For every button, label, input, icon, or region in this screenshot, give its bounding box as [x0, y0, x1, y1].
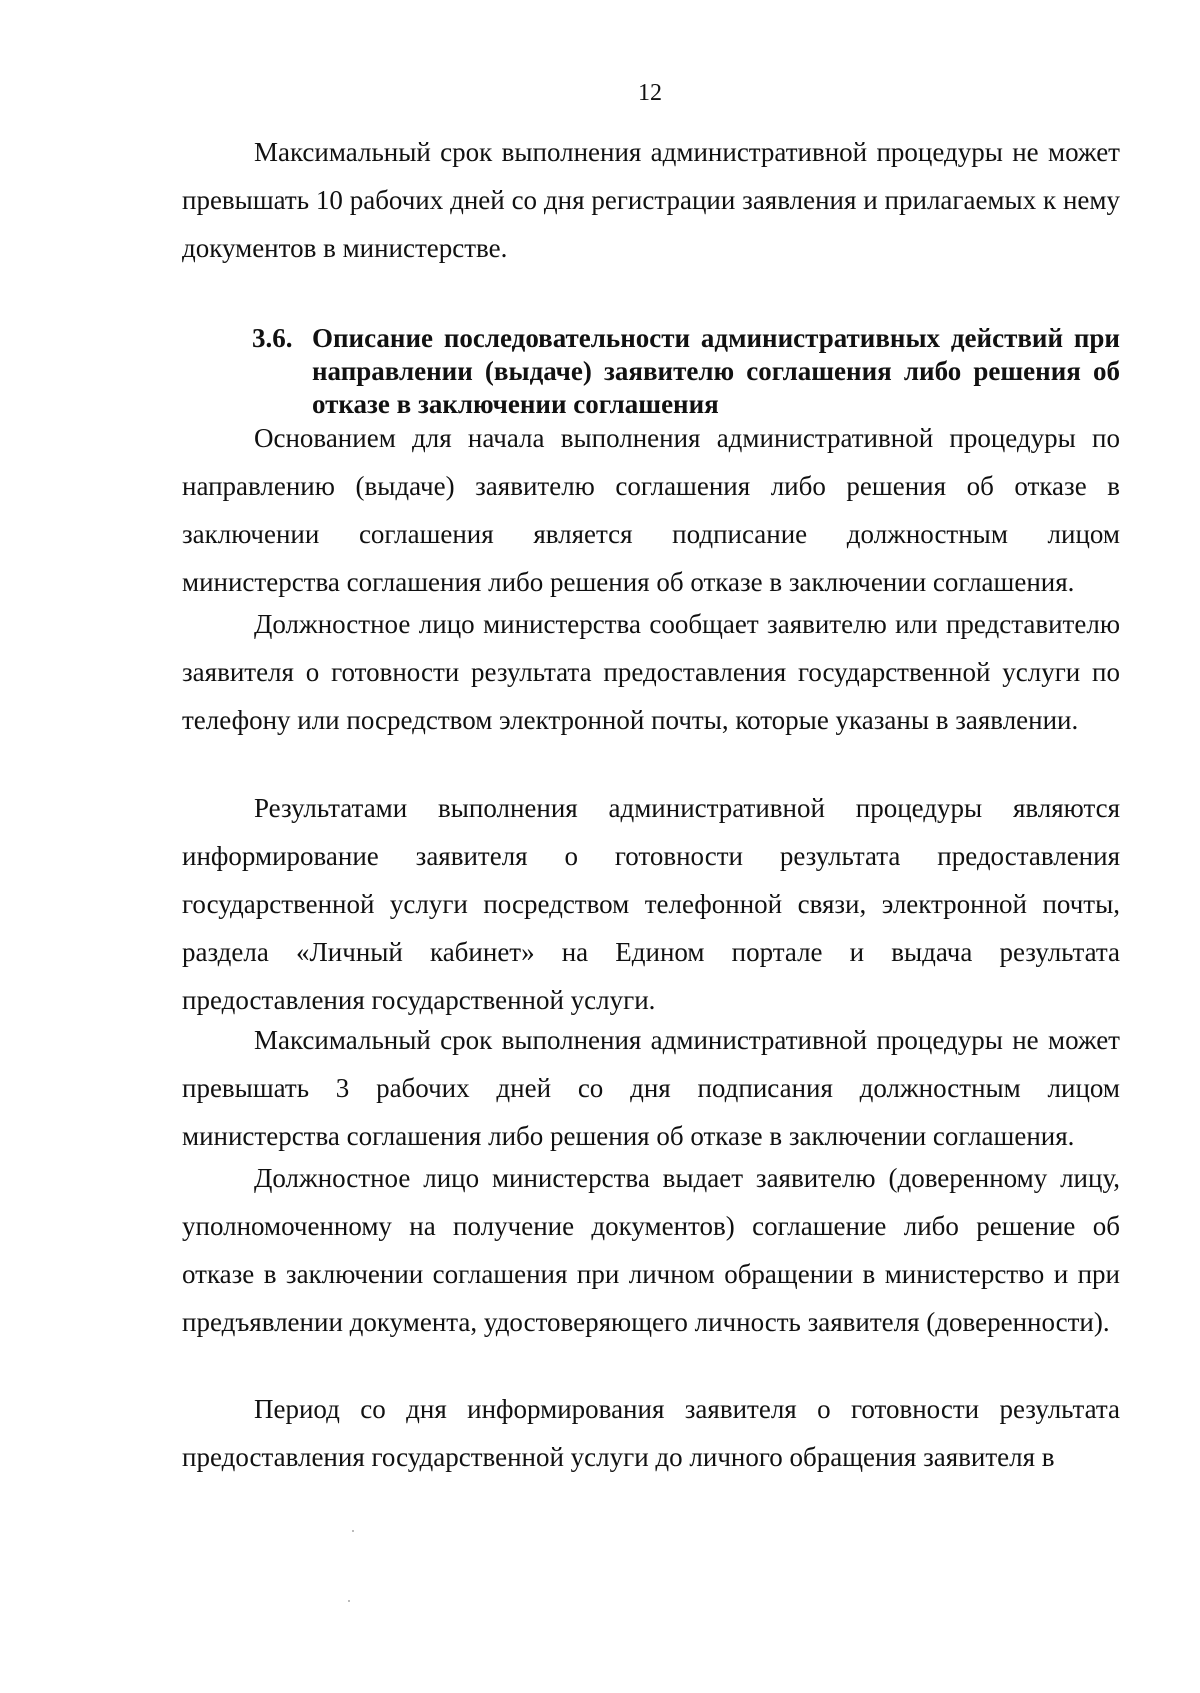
page-number: 12 — [638, 80, 662, 106]
paragraph-period: Период со дня информирования заявителя о готовности результата предоставления государственной услуги до личного обращения заявителя в — [182, 1394, 1120, 1472]
paragraph-max-term-3-days: Максимальный срок выполнения административной процедуры не может превышать 3 рабочих дней со дня подписания должностным лицом министерства соглашения либо решения об отказе в заключении соглашения. — [182, 1025, 1120, 1151]
section-title: Описание последовательности административных действий при направлении (выдаче) заявителю соглашения либо решения об отказе в заключении соглашения — [312, 323, 1120, 419]
paragraph-issuance: Должностное лицо министерства выдает заявителю (доверенному лицу, уполномоченному на получение документов) соглашение либо решение об отказе в заключении соглашения при личном обращении в министерство и при предъявлении документа, удостоверяющего личность заявителя (доверенности). — [182, 1163, 1120, 1337]
paragraph-official-notifies: Должностное лицо министерства сообщает заявителю или представителю заявителя о готовности результата предоставления государственной услуги по телефону или посредством электронной почты, которые указаны в заявлении. — [182, 609, 1120, 735]
section-heading — [252, 322, 1120, 421]
paragraph-basis: Основанием для начала выполнения административной процедуры по направлению (выдаче) заявителю соглашения либо решения об отказе в заключении соглашения является подписание должностным лицом министерства соглашения либо решения об отказе в заключении соглашения. — [182, 423, 1120, 597]
section-number: 3.6. — [252, 323, 293, 353]
scan-speck — [352, 1530, 354, 1532]
paragraph-max-term-10-days: Максимальный срок выполнения административной процедуры не может превышать 10 рабочих дней со дня регистрации заявления и прилагаемых к нему документов в министерстве. — [182, 137, 1120, 263]
scan-speck — [348, 1600, 350, 1602]
paragraph-results: Результатами выполнения административной процедуры являются информирование заявителя о готовности результата предоставления государственной услуги посредством телефонной связи, электронной почты, раздела «Личный кабинет» на Едином портале и выдача результата предоставления государственной услуги. — [182, 793, 1120, 1015]
